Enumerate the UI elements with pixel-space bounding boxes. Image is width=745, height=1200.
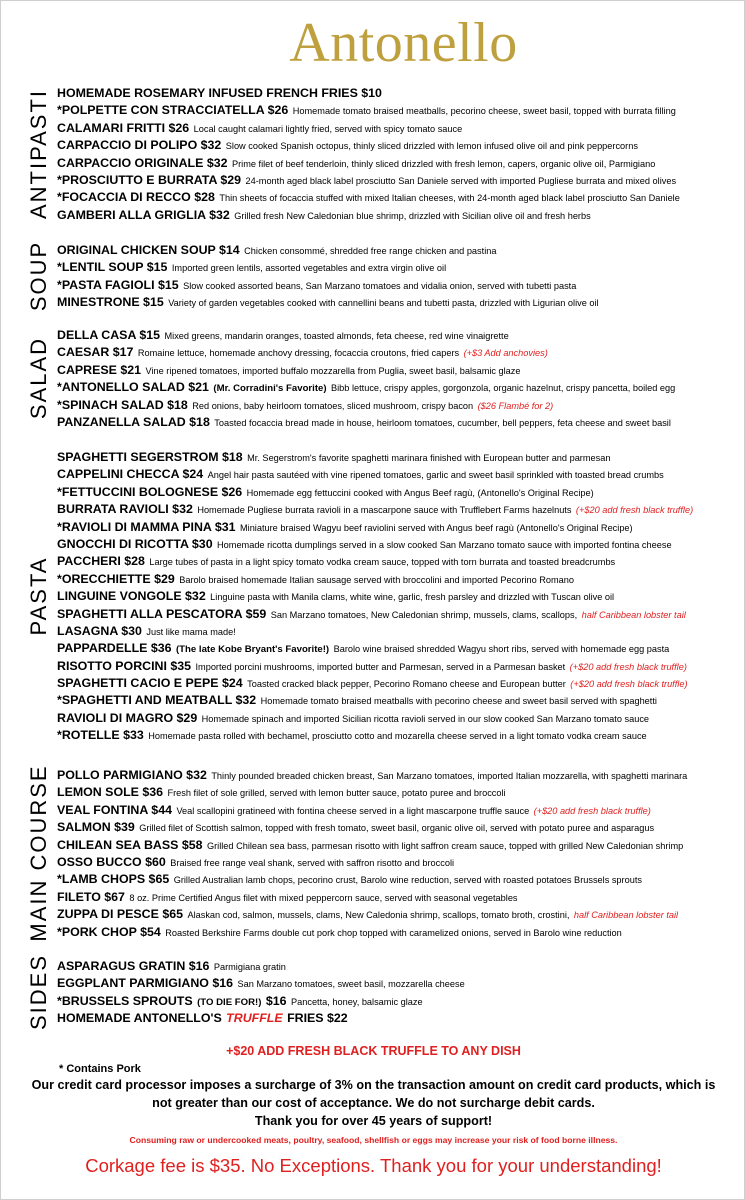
item-name: LINGUINE VONGOLE $32: [57, 589, 206, 604]
item-addon-note: (+$20 add fresh black truffle): [533, 805, 651, 816]
item-description: Parmigiana gratin: [213, 962, 286, 972]
item-description: Barolo braised homemade Italian sausage served with broccolini and imported Pecorino Romano: [179, 574, 574, 585]
item-description: Fresh filet of sole grilled, served with lemon butter sauce, potato puree and broccoli: [167, 788, 506, 799]
menu-item: [57, 101, 742, 118]
menu-item-list: [57, 957, 742, 1027]
item-description: Grilled Chilean sea bass, parmesan risotto with light saffron cream sauce, topped with grilled New Caledonian shrimp: [206, 840, 684, 851]
item-description: Toasted cracked black pepper, Pecorino Romano cheese and European butter: [247, 679, 566, 690]
item-description: Local caught calamari lightly fried, served with spicy tomato sauce: [193, 123, 463, 134]
menu-item: [57, 293, 742, 310]
item-name: VEAL FONTINA $44: [57, 802, 172, 817]
menu-item: [57, 570, 742, 587]
item-name: *ANTONELLO SALAD $21: [57, 380, 209, 395]
menu-item-list: [57, 448, 742, 744]
item-name: CAPRESE $21: [57, 362, 142, 377]
item-note: (The late Kobe Bryant's Favorite!): [175, 644, 330, 656]
section-label: PASTA: [26, 556, 51, 636]
item-name: ZUPPA DI PESCE $65: [57, 907, 184, 922]
item-name: *PROSCIUTTO E BURRATA $29: [57, 172, 242, 187]
menu-item: [57, 622, 742, 639]
menu-item: [57, 258, 742, 275]
surcharge-notice: Our credit card processor imposes a surcharge of 3% on the transaction amount on credit card products, which is not greater than our cost of acceptance. We do not surcharge debit cards.: [31, 1078, 716, 1110]
menu-item: [57, 119, 742, 136]
item-name: OSSO BUCCO $60: [57, 854, 166, 869]
item-name: *ROTELLE $33: [57, 728, 144, 743]
menu-item: [57, 1009, 742, 1026]
item-description: Miniature braised Wagyu beef raviolini served with Angus beef ragù (Antonello's Original Recipe): [240, 522, 633, 533]
item-name: LEMON SOLE $36: [57, 785, 164, 800]
menu-item: [57, 413, 742, 430]
item-description: Angel hair pasta sautéed with vine ripened tomatoes, garlic and sweet basil sprinkled with toasted bread crumbs: [207, 470, 664, 481]
item-description: 24-month aged black label prosciutto San Daniele served with imported Pugliese burrata and mixed olives: [245, 175, 677, 186]
menu-item: [57, 171, 742, 188]
item-description: Alaskan cod, salmon, mussels, clams, New Caledonia shrimp, scallops, tomato broth, crostini,: [187, 910, 570, 921]
item-name: FILETO $67: [57, 889, 125, 904]
item-name: RISOTTO PORCINI $35: [57, 658, 192, 673]
menu-item: [57, 483, 742, 500]
item-name: ASPARAGUS GRATIN $16: [57, 959, 210, 973]
menu-section-pasta: [1, 448, 745, 744]
item-description: Toasted focaccia bread made in house, heirloom tomatoes, cucumber, bell peppers, feta cheese and sweet basil: [214, 417, 671, 428]
item-name: *SPINACH SALAD $18: [57, 397, 188, 412]
menu-item: [57, 154, 742, 171]
item-description: Slow cooked assorted beans, San Marzano tomatoes and vidalia onion, served with tubetti pasta: [183, 280, 577, 291]
item-name: HOMEMADE ROSEMARY INFUSED FRENCH FRIES $10: [57, 86, 382, 100]
item-name: LASAGNA $30: [57, 623, 142, 638]
item-name: *RAVIOLI DI MAMMA PINA $31: [57, 519, 236, 534]
item-name: GNOCCHI DI RICOTTA $30: [57, 536, 213, 551]
menu-item: [57, 766, 742, 783]
item-description: Romaine lettuce, homemade anchovy dressing, focaccia croutons, fried capers: [137, 348, 460, 359]
menu-item-list: [57, 766, 742, 940]
item-name: EGGPLANT PARMIGIANO $16: [57, 976, 234, 991]
item-description: Imported porcini mushrooms, imported butter and Parmesan, served in a Parmesan basket: [195, 661, 566, 672]
menu-item: [57, 674, 742, 691]
item-name: *FOCACCIA DI RECCO $28: [57, 190, 215, 205]
item-addon-note: (+$20 add fresh black truffle): [569, 661, 687, 672]
item-name: SPAGHETTI CACIO E PEPE $24: [57, 676, 243, 691]
menu-item: [57, 326, 742, 343]
item-description: Linguine pasta with Manila clams, white wine, garlic, fresh parsley and drizzled with Tuscan olive oil: [210, 592, 615, 603]
menu-section-antipasti: [1, 84, 745, 223]
menu-item-list: [57, 326, 742, 430]
menu-item: [57, 343, 742, 360]
item-description: Prime filet of beef tenderloin, thinly sliced drizzled with fresh lemon, capers, organic olive oil, Parmigiano: [231, 158, 656, 169]
consumption-warning: Consuming raw or undercooked meats, poultry, seafood, shellfish or eggs may increase your risk of food borne illness.: [129, 1135, 618, 1145]
item-addon-note: ($26 Flambé for 2): [477, 400, 554, 411]
item-name: *FETTUCCINI BOLOGNESE $26: [57, 484, 243, 499]
item-description: Grilled filet of Scottish salmon, topped with fresh tomato, sweet basil, organic olive oil, served with potato puree and asparagus: [139, 823, 655, 834]
item-description: 8 oz. Prime Certified Angus filet with mixed peppercorn sauce, served with seasonal vegetables: [129, 892, 518, 903]
item-name: HOMEMADE ANTONELLO'S: [57, 1011, 222, 1026]
item-description: Thinly pounded breaded chicken breast, San Marzano tomatoes, imported Italian mozzarella, with spaghetti marinara: [211, 771, 688, 781]
item-name: ORIGINAL CHICKEN SOUP $14: [57, 243, 240, 257]
menu-section-soup: [1, 241, 745, 311]
menu-item: [57, 923, 742, 940]
item-name: RAVIOLI DI MAGRO $29: [57, 710, 198, 725]
item-name: *PORK CHOP $54: [57, 924, 161, 939]
item-description: Just like mama made!: [146, 626, 236, 637]
menu-item: [57, 136, 742, 153]
item-name: POLLO PARMIGIANO $32: [57, 768, 207, 782]
item-description: Mixed greens, mandarin oranges, toasted almonds, feta cheese, red wine vinaigrette: [164, 331, 509, 341]
item-name: PACCHERI $28: [57, 554, 145, 569]
menu-item: [57, 378, 742, 395]
menu-item: [57, 818, 742, 835]
menu-item: [57, 709, 742, 726]
item-description: Pancetta, honey, balsamic glaze: [291, 996, 423, 1007]
restaurant-title: Antonello: [289, 12, 518, 74]
menu-item: [57, 535, 742, 552]
item-price: $16: [265, 993, 287, 1008]
section-label: SIDES: [26, 953, 51, 1030]
menu-section-salad: [1, 326, 745, 430]
section-label: ANTIPASTI: [26, 88, 51, 219]
menu-item: [57, 801, 742, 818]
menu-item: [57, 726, 742, 743]
menu-item: [57, 587, 742, 604]
menu-item: [57, 276, 742, 293]
item-name: SPAGHETTI ALLA PESCATORA $59: [57, 606, 267, 621]
item-description: Homemade Pugliese burrata ravioli in a mascarpone sauce with Trufflebert Farms hazelnuts: [197, 505, 572, 516]
menu-item: [57, 905, 742, 922]
menu-item: [57, 783, 742, 800]
item-description: Homemade ricotta dumplings served in a slow cooked San Marzano tomato sauce with imported fontina cheese: [217, 539, 672, 550]
item-addon-note: (+$20 add fresh black truffle): [575, 505, 694, 516]
item-name: *LAMB CHOPS $65: [57, 872, 170, 887]
item-addon-note: (+$20 add fresh black truffle): [570, 679, 688, 690]
menu-item: [57, 691, 742, 708]
item-name: CAESAR $17: [57, 345, 134, 360]
menu-item: [57, 657, 742, 674]
item-description: Variety of garden vegetables cooked with cannellini beans and tubetti pasta, drizzled with Ligurian olive oil: [168, 298, 599, 309]
menu-item: [57, 361, 742, 378]
item-name: *LENTIL SOUP $15: [57, 260, 168, 275]
item-description: San Marzano tomatoes, sweet basil, mozzarella cheese: [237, 979, 465, 990]
section-label: SALAD: [26, 337, 51, 420]
item-description: Chicken consommé, shredded free range chicken and pastina: [244, 246, 497, 256]
item-name: BURRATA RAVIOLI $32: [57, 502, 193, 517]
corkage-notice: Corkage fee is $35. No Exceptions. Thank you for your understanding!: [85, 1155, 662, 1176]
menu-item: [57, 974, 742, 991]
menu-item: [57, 448, 742, 465]
item-price: FRIES $22: [287, 1011, 348, 1026]
item-description: Homemade tomato braised meatballs, pecorino cheese, sweet basil, topped with burrata filling: [292, 106, 676, 117]
menu-item-list: [57, 241, 742, 311]
item-description: Homemade pasta rolled with bechamel, prosciutto cotto and mozarella cheese served in a light tomato vodka cream sauce: [148, 731, 647, 742]
section-label: SOUP: [26, 240, 51, 311]
menu-item: [57, 188, 742, 205]
item-name: PAPPARDELLE $36: [57, 641, 172, 656]
item-description: Slow cooked Spanish octopus, thinly sliced drizzled with lemon infused olive oil and pink peppercorns: [225, 141, 638, 152]
item-description: Homemade spinach and imported Sicilian ricotta ravioli served in our slow cooked San Marzano tomato sauce: [201, 713, 650, 724]
item-name: GAMBERI ALLA GRIGLIA $32: [57, 207, 230, 222]
menu-item: [57, 465, 742, 482]
item-description: Veal scallopini gratineed with fontina cheese served in a light mascarpone truffle sauce: [176, 805, 530, 816]
menu-item-list: [57, 84, 742, 223]
item-name: PANZANELLA SALAD $18: [57, 414, 210, 429]
menu-item: [57, 84, 742, 101]
item-name: *POLPETTE CON STRACCIATELLA $26: [57, 103, 289, 118]
item-name: SPAGHETTI SEGERSTROM $18: [57, 450, 243, 464]
item-description: Roasted Berkshire Farms double cut pork chop topped with caramelized onions, served in Barolo wine reduction: [165, 927, 622, 938]
item-description: Thin sheets of focaccia stuffed with mixed Italian cheeses, with 24-month aged black label prosciutto San Daniele: [219, 193, 680, 204]
menu-item: [57, 500, 742, 517]
item-description: Homemade egg fettuccini cooked with Angus Beef ragù, (Antonello's Original Recipe): [246, 487, 594, 498]
item-name: CAPPELINI CHECCA $24: [57, 467, 204, 482]
menu-item: [57, 853, 742, 870]
item-addon-note: half Caribbean lobster tail: [573, 910, 679, 921]
item-description: Homemade tomato braised meatballs with pecorino cheese and sweet basil served with spaghetti: [260, 696, 657, 707]
menu-item: [57, 396, 742, 413]
menu-item: [57, 605, 742, 622]
item-name: CARPACCIO DI POLIPO $32: [57, 138, 222, 153]
menu-item: [57, 870, 742, 887]
section-label: MAIN COURSE: [26, 764, 51, 942]
item-description: Red onions, baby heirloom tomatoes, sliced mushroom, crispy bacon: [192, 400, 474, 411]
item-name: SALMON $39: [57, 820, 135, 835]
item-name: CHILEAN SEA BASS $58: [57, 837, 203, 852]
menu-item: [57, 639, 742, 656]
item-name: *PASTA FAGIOLI $15: [57, 277, 179, 292]
menu-item: [57, 206, 742, 223]
item-description: Grilled fresh New Caledonian blue shrimp, drizzled with Sicilian olive oil and fresh herbs: [234, 210, 591, 221]
item-name: MINESTRONE $15: [57, 295, 164, 310]
menu-section-main-course: [1, 766, 745, 940]
menu-section-sides: [1, 953, 745, 1030]
item-description: Large tubes of pasta in a light spicy tomato vodka cream sauce, topped with torn burrata and toasted breadcrumbs: [149, 557, 616, 568]
item-note: (TO DIE FOR!): [197, 996, 262, 1008]
item-name: *ORECCHIETTE $29: [57, 571, 175, 586]
menu-item: [57, 241, 742, 258]
item-description: Imported green lentils, assorted vegetables and extra virgin olive oil: [171, 263, 447, 274]
pork-note: * Contains Pork: [59, 1063, 141, 1075]
truffle-addon-note: +$20 ADD FRESH BLACK TRUFFLE TO ANY DISH: [226, 1044, 521, 1058]
thank-you-note: Thank you for over 45 years of support!: [254, 1114, 493, 1128]
menu-item: [57, 957, 742, 974]
menu-item: [57, 836, 742, 853]
item-highlight: TRUFFLE: [226, 1011, 283, 1026]
menu-item: [57, 888, 742, 905]
item-name: *BRUSSELS SPROUTS: [57, 993, 193, 1008]
menu-item: [57, 992, 742, 1009]
item-description: Bibb lettuce, crispy apples, gorgonzola, organic hazelnut, crispy pancetta, boiled egg: [331, 383, 676, 394]
item-addon-note: (+$3 Add anchovies): [463, 348, 548, 359]
item-description: Braised free range veal shank, served with saffron risotto and broccoli: [170, 857, 455, 868]
item-description: Mr. Segerstrom's favorite spaghetti marinara finished with European butter and parmesan: [247, 453, 611, 463]
item-description: Vine ripened tomatoes, imported buffalo mozzarella from Puglia, sweet basil, balsamic glaze: [145, 365, 521, 376]
item-name: *SPAGHETTI AND MEATBALL $32: [57, 693, 257, 708]
item-description: Barolo wine braised shredded Wagyu short ribs, served with homemade egg pasta: [333, 644, 670, 655]
item-name: CALAMARI FRITTI $26: [57, 120, 190, 135]
item-addon-note: half Caribbean lobster tail: [581, 609, 686, 620]
item-note: (Mr. Corradini's Favorite): [213, 383, 327, 395]
item-description: San Marzano tomatoes, New Caledonian shrimp, mussels, clams, scallops,: [270, 609, 578, 620]
menu-item: [57, 552, 742, 569]
item-name: CARPACCIO ORIGINALE $32: [57, 155, 228, 170]
item-description: Grilled Australian lamb chops, pecorino crust, Barolo wine reduction, served with roasted potatoes Brussels sprouts: [173, 875, 642, 886]
item-name: DELLA CASA $15: [57, 328, 161, 342]
menu-item: [57, 518, 742, 535]
